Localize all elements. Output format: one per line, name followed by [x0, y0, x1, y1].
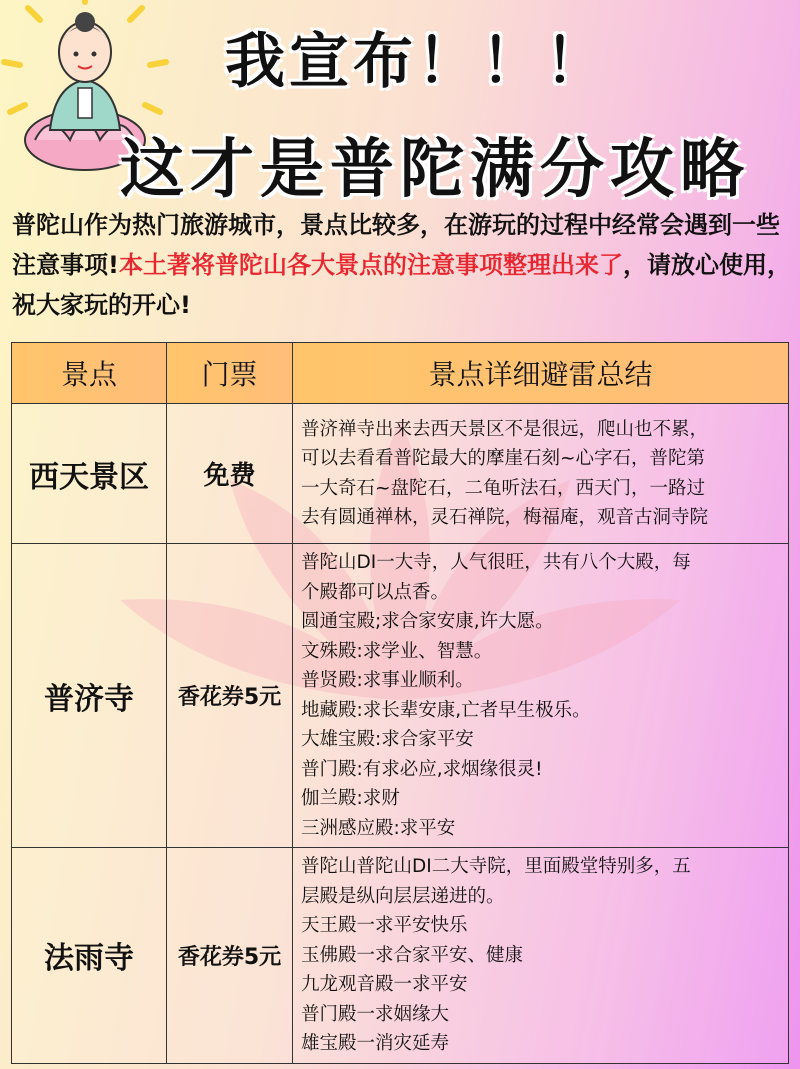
- table-row: [12, 404, 789, 544]
- page-title-line1: 我宣布！！！: [225, 27, 609, 97]
- detail-line: 大雄宝殿:求合家平安: [301, 729, 474, 750]
- ticket-price: 香花券5元: [167, 848, 293, 1064]
- detail-line: 九龙观音殿一求平安: [301, 974, 468, 995]
- attraction-details: [293, 544, 789, 848]
- ticket-price: 香花券5元: [167, 544, 293, 848]
- detail-line: 文殊殿:求学业、智慧。: [301, 640, 493, 662]
- detail-line: 普陀山普陀山DI二大寺院，里面殿堂特别多，五: [301, 856, 691, 877]
- detail-line: 个殿都可以点香。: [301, 581, 450, 603]
- detail-line: 玉佛殿一求合家平安、健康: [301, 944, 524, 966]
- detail-line: 雄宝殿一消灾延寿: [301, 1033, 450, 1054]
- header-summary: 景点详细避雷总结: [293, 343, 789, 404]
- detail-line: 地藏殿:求长辈安康,亡者早生极乐。: [301, 699, 591, 721]
- detail-line: 伽兰殿:求财: [301, 788, 400, 809]
- table-header-row: [12, 343, 789, 404]
- detail-line: 普济禅寺出来去西天景区不是很远，爬山也不累，: [301, 418, 709, 440]
- attraction-details: [293, 404, 789, 544]
- page-title-line2: 这才是普陀满分攻略: [120, 133, 750, 207]
- detail-line: 普门殿一求姻缘大: [301, 1003, 450, 1025]
- detail-line: 一大奇石~盘陀石，二龟听法石，西天门，一路过: [301, 477, 706, 499]
- table-row: [12, 544, 789, 848]
- attraction-name: 法雨寺: [12, 848, 167, 1064]
- detail-line: 普门殿:有求必应,求烟缘很灵!: [301, 758, 543, 780]
- intro-highlight: 本土著将普陀山各大景点的注意事项整理出来了: [118, 251, 623, 279]
- detail-line: 天王殿一求平安快乐: [301, 915, 468, 936]
- attraction-name: 普济寺: [12, 544, 167, 848]
- detail-line: 普陀山DI一大寺，人气很旺，共有八个大殿，每: [301, 552, 691, 573]
- intro-text-end: ，请放心使用，祝大家玩的开心!: [12, 251, 791, 319]
- detail-line: 层殿是纵向层层递进的。: [301, 885, 505, 907]
- attraction-name: 西天景区: [12, 404, 167, 544]
- header-attraction: 景点: [12, 343, 167, 404]
- table-row: [12, 848, 789, 1064]
- intro-text: 普陀山作为热门旅游城市，景点比较多，在游玩的过程中经常会遇到一些注意事项!: [12, 211, 780, 279]
- detail-line: 可以去看看普陀最大的摩崖石刻~心字石，普陀第: [301, 448, 706, 469]
- detail-line: 去有圆通禅林，灵石禅院，梅福庵，观音古洞寺院: [301, 507, 709, 528]
- detail-line: 圆通宝殿;求合家安康,许大愿。: [301, 611, 554, 632]
- ticket-price: 免费: [167, 404, 293, 544]
- attractions-table: [11, 342, 789, 1064]
- attraction-details: [293, 848, 789, 1064]
- detail-line: 三洲感应殿:求平安: [301, 817, 456, 839]
- detail-line: 普贤殿:求事业顺利。: [301, 670, 474, 691]
- header-ticket: 门票: [167, 343, 293, 404]
- intro-paragraph: [12, 205, 792, 325]
